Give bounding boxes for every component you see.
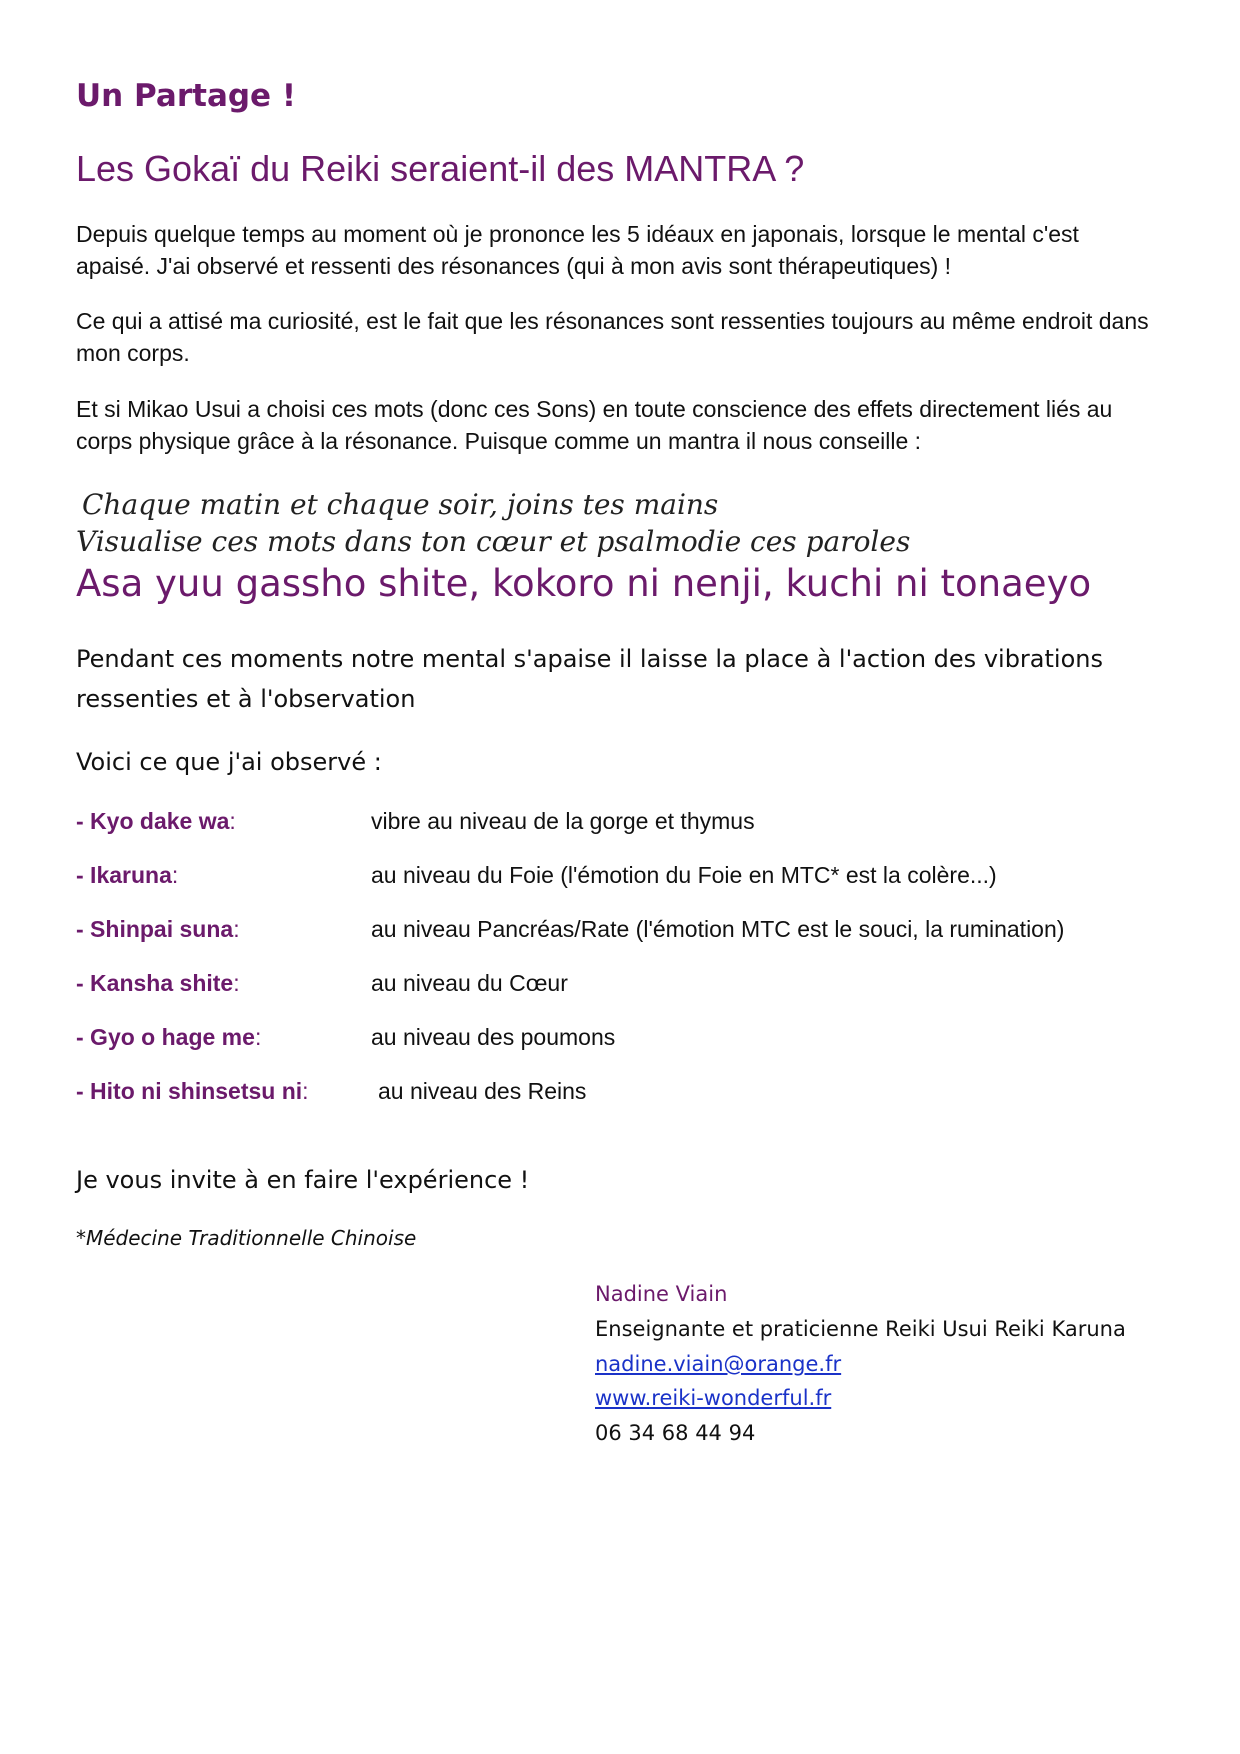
body-paragraph-line-1: Pendant ces moments notre mental s'apaise il laisse la place à l'action des vibrations bbox=[76, 645, 1103, 673]
observation-desc: au niveau des Reins bbox=[378, 1078, 587, 1104]
phone-number: 06 34 68 44 94 bbox=[595, 1421, 756, 1445]
signature-name: Nadine Viain bbox=[595, 1282, 728, 1306]
observation-desc: au niveau des poumons bbox=[371, 1024, 616, 1050]
quote-line-1: Chaque matin et chaque soir, joins tes mains bbox=[82, 488, 719, 521]
observation-term: - Ikaruna: bbox=[76, 862, 179, 888]
observation-desc: au niveau du Cœur bbox=[371, 970, 568, 996]
observation-desc: au niveau du Foie (l'émotion du Foie en MTC* est la colère...) bbox=[371, 862, 997, 888]
mantra-line: Asa yuu gassho shite, kokoro ni nenji, kuchi ni tonaeyo bbox=[76, 562, 1092, 605]
body-paragraph-line-2: ressenties et à l'observation bbox=[76, 685, 416, 713]
email-link[interactable]: nadine.viain@orange.fr bbox=[595, 1352, 842, 1376]
closing-invite: Je vous invite à en faire l'expérience ! bbox=[76, 1166, 530, 1194]
observation-desc: vibre au niveau de la gorge et thymus bbox=[371, 808, 755, 834]
observation-desc: au niveau Pancréas/Rate (l'émotion MTC est le souci, la rumination) bbox=[371, 916, 1065, 942]
observation-term: - Hito ni shinsetsu ni: bbox=[76, 1078, 309, 1104]
intro-paragraph-3: Et si Mikao Usui a choisi ces mots (donc ces Sons) en toute conscience des effets directement liés au corps physique grâce à la résonance. Puisque comme un mantra il nous conseille : bbox=[76, 396, 1113, 454]
observation-term: - Kansha shite: bbox=[76, 970, 240, 996]
observed-intro: Voici ce que j'ai observé : bbox=[76, 748, 382, 776]
page-title: Les Gokaï du Reiki seraient-il des MANTRA ? bbox=[76, 148, 805, 189]
intro-paragraph-1: Depuis quelque temps au moment où je prononce les 5 idéaux en japonais, lorsque le mental c'est apaisé. J'ai observé et ressenti des résonances (qui à mon avis sont thérapeutiques) ! bbox=[76, 221, 1079, 279]
intro-paragraph-2: Ce qui a attisé ma curiosité, est le fait que les résonances sont ressenties toujours au même endroit dans mon corps. bbox=[76, 308, 1149, 366]
website-link[interactable]: www.reiki-wonderful.fr bbox=[595, 1386, 832, 1410]
kicker-heading: Un Partage ! bbox=[76, 78, 297, 114]
observation-term: - Kyo dake wa: bbox=[76, 808, 236, 834]
observation-term: - Gyo o hage me: bbox=[76, 1024, 262, 1050]
footnote: *Médecine Traditionnelle Chinoise bbox=[76, 1226, 417, 1250]
quote-line-2: Visualise ces mots dans ton cœur et psalmodie ces paroles bbox=[76, 525, 911, 558]
signature-role: Enseignante et praticienne Reiki Usui Reiki Karuna bbox=[595, 1317, 1126, 1341]
observation-term: - Shinpai suna: bbox=[76, 916, 240, 942]
